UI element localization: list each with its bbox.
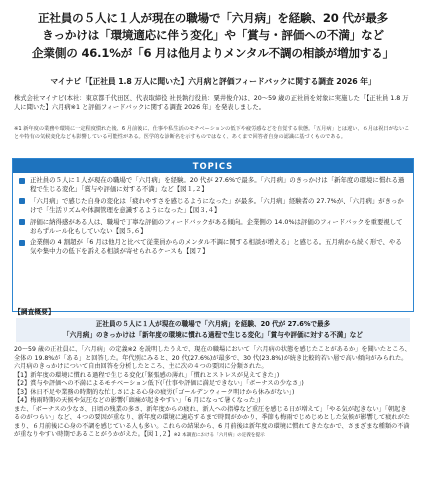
footnote-definition: ※1 新年度の業務や環境に一定程度慣れた後、6 月前後に、仕事や私生活のモチベーションの低下や疲労感などを自覚する状態。「五月病」とは違い、６月は祝日がないことや特有の気候変化なども影響している可能性がある。医学的な診断名を示すものではなく、あくまで回答者自身の認識に基づくものである。	[14, 126, 410, 140]
body-paragraph-3-text: また、「ボーナスの少なさ、日頃の残業の多さ、新年度からの疲れ、新人への指導など重圧を感じる日が増えて」「やる気が起きない」「朝起きるのがつらい」など、４つの要因が重なり、新年度の環境に適応するまで時間がかかり、季節も梅雨でじめじめとした気候が影響して疲れがたまり、６月前後に心身の不調を感じている人も多い。これらの結果から、6 月前後は新年度の環境に慣れてきたなかで、さまざまな種類の不満が重なりやすい時期であることがうかがえた。	[14, 405, 410, 438]
headline	[0, 10, 426, 62]
summary-line-2: 「六月病」のきっかけは「新年度の環境に慣れる過程で生じる変化」「賞与や評価に対する不満」など	[62, 331, 363, 339]
topics-box	[12, 158, 414, 312]
cause-item: 【2】賞与や評価への不満によるモチベーション低下(「仕事や評価に満足できない」「ボーナスの少なさ」)	[14, 380, 304, 387]
body-paragraph-2: 六月病のきっかけについて自由回答を分析したところ、主に次の４つの要因に分類された。	[14, 363, 268, 370]
intro-paragraph: 株式会社マイナビ(本社：東京都千代田区、代表取締役 社長執行役員：粟井俊介)は、20～59 歳の正社員を対象に実施した「【正社員 1.8 万人に聞いた】六月病※1 と評価フィードバックに関する調査 2026 年」を発表しました。	[14, 95, 409, 112]
headline-line-1: 正社員の５人に１人が現在の職場で「六月病」を経験、20 代が最多	[38, 11, 388, 25]
square-bullet-icon	[19, 198, 25, 204]
topics-item	[19, 218, 407, 236]
body-paragraph-1: 20～59 歳の正社員に、「六月病」の定義※2 を説明したうえで、現在の職場において「六月病の状態を感じたことがあるか」を聞いたところ、全体の 19.8%が「ある」と回答した。年代別にみると、20 代(27.6%)が最多で、30 代(23.8%)が続き比較的若い層で高い傾向がみられた。	[14, 346, 411, 362]
topics-item-text: 「六月病」で感じた自身の変化は「疲れやすさを感じるようになった」が最多。「六月病」経験者の 27.7%が、「六月病」がきっかけで「生活リズムや体調管理を意識するようになった」【図３,４】	[30, 196, 404, 214]
topics-item-text: 企業側の 4 割超が「6 月は他月と比べて従業員からのメンタル不調に関する相談が増える」と感じる。五月病から続く形で、やる気や集中力の低下を訴える相談が寄せられるケースも【図７】	[30, 238, 402, 256]
cause-item: 【3】休日不足や業務の時期的な忙しさによる心身の疲労(「ゴールデンウィーク明けから休みがない」)	[14, 388, 295, 396]
survey-subtitle: マイナビ「【正社員 1.8 万人に聞いた】六月病と評価フィードバックに関する調査 2026 年」	[50, 77, 376, 86]
cause-item: 【1】新年度の環境に慣れる過程で生じる変化(「緊張感の薄れ」「慣れとストレスが見えてきた」)	[14, 371, 280, 379]
summary-label: 【調査概要】	[14, 308, 55, 316]
summary-box	[16, 318, 410, 342]
topics-item-text: 正社員の５人に１人が現在の職場で「六月病」を経験。20 代が 27.6%で最多。「六月病」のきっかけは「新年度の環境に慣れる過程で生じる変化」「賞与や評価に対する不満」など【図１,２】	[30, 176, 405, 194]
topics-header: TOPICS	[13, 159, 413, 173]
body-text	[14, 346, 412, 441]
summary-line-1: 正社員の５人に１人が現在の職場で「六月病」を経験、20 代が 27.6%で最多	[95, 320, 331, 328]
topics-list	[13, 173, 413, 257]
square-bullet-icon	[19, 240, 25, 246]
topics-item	[19, 238, 407, 256]
square-bullet-icon	[19, 178, 25, 184]
topics-item	[19, 197, 407, 215]
square-bullet-icon	[19, 219, 25, 225]
figure-note: ※2 本調査における「六月病」の定義を提示	[173, 433, 265, 438]
headline-line-2: きっかけは「環境適応に伴う変化」や「賞与・評価への不満」など	[42, 28, 384, 43]
body-paragraph-3	[14, 406, 412, 441]
figure-reference: 【図１,２】	[143, 431, 174, 438]
cause-item: 【4】梅雨時期の天候や気圧などの影響(「頭痛が起きやすい」「6 月になって暑くなった」)	[14, 397, 261, 404]
topics-item-text: 評価に納得感がある人は、職場で丁寧な評価のフィードバックがある傾向。企業側の 14.0%は評価のフィードバックを重要視しておらずルール化もしていない【図５,６】	[30, 217, 403, 235]
topics-item	[19, 176, 407, 194]
headline-line-3: 企業側の 46.1%が「6 月は他月よりメンタル不調の相談が増加する」	[32, 45, 394, 60]
